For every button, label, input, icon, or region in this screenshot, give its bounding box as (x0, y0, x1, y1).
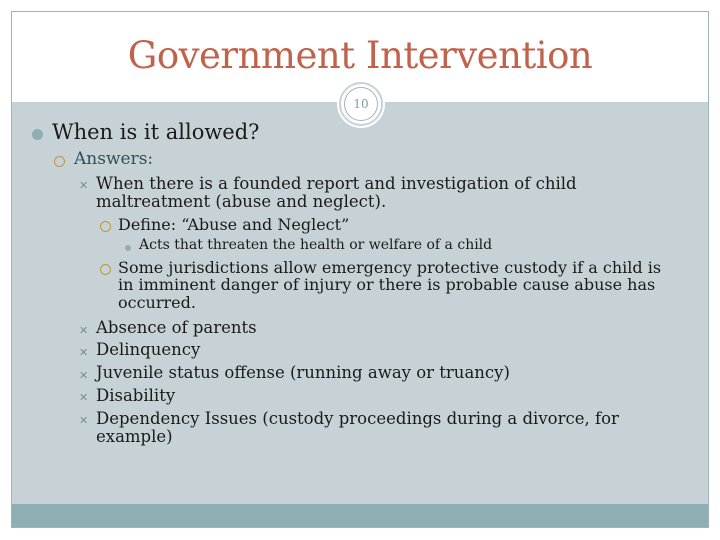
bullet-answers: Answers: (74, 149, 154, 169)
x-bullet-icon: ✕ (79, 369, 89, 382)
ring-bullet-icon (100, 264, 111, 275)
bullet-founded-report: When there is a founded report and investigation of child maltreatment (abuse and neglect). (96, 174, 577, 211)
bullet-juvenile: Juvenile status offense (running away or truancy) (96, 363, 510, 382)
bullet-disability: Disability (96, 386, 176, 405)
slide-title: Government Intervention (127, 34, 593, 77)
bullet-define: Define: “Abuse and Neglect” (118, 215, 350, 234)
slide-number-badge (339, 82, 383, 126)
bullet-acts: Acts that threaten the health or welfare of a child (139, 237, 493, 253)
x-bullet-icon: ✕ (79, 346, 89, 359)
bullet-delinquency: Delinquency (96, 340, 201, 359)
bullet-when-allowed: When is it allowed? (52, 120, 260, 144)
small-dot-bullet-icon (125, 245, 131, 251)
x-bullet-icon: ✕ (79, 179, 89, 192)
bullet-absence: Absence of parents (96, 318, 257, 337)
ring-bullet-icon (100, 221, 111, 232)
bullet-jurisdictions: Some jurisdictions allow emergency protective custody if a child is in imminent danger of injury or there is probable cause abuse has occurred. (118, 258, 662, 312)
footer-bar (12, 504, 708, 527)
x-bullet-icon: ✕ (79, 391, 89, 404)
bullet-dependency: Dependency Issues (custody proceedings during a divorce, for example) (96, 409, 619, 446)
x-bullet-icon: ✕ (79, 324, 89, 337)
slide-number: 10 (344, 87, 378, 121)
ring-bullet-icon (54, 156, 65, 167)
x-bullet-icon: ✕ (79, 414, 89, 427)
round-bullet-icon (32, 129, 43, 140)
